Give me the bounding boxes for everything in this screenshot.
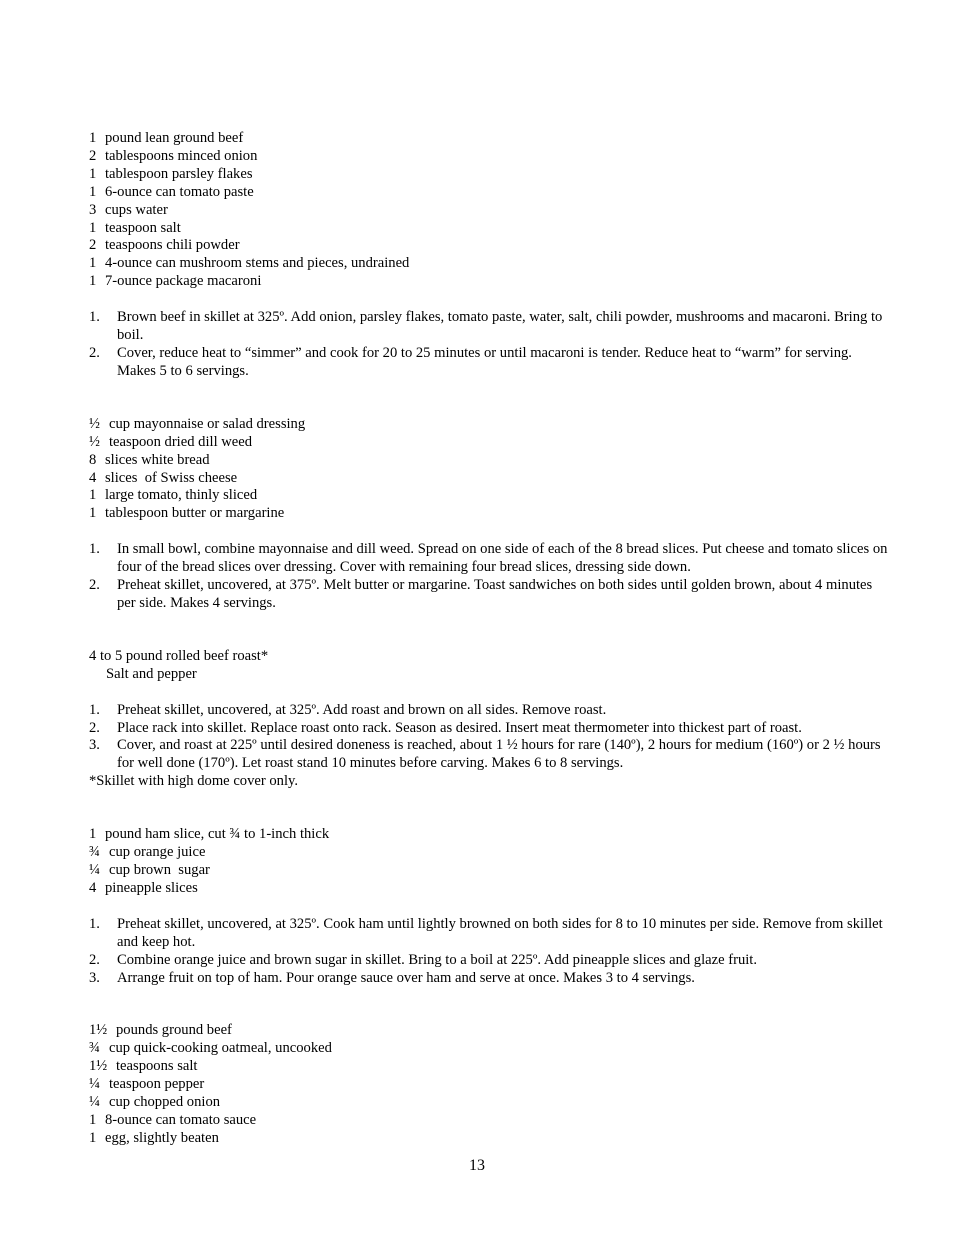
ingredient-line: ¾ cup orange juice (89, 844, 206, 861)
step-list (89, 309, 889, 381)
step: 2. Preheat skillet, uncovered, at 375º. Melt butter or margarine. Toast sandwiches on both sides until golden brown, about 4 minutes per side. Makes 4 servings. (89, 577, 873, 611)
recipe-5 (89, 1022, 889, 1147)
ingredient-list (89, 1022, 889, 1147)
step: 3. Cover, and roast at 225º until desired doneness is reached, about 1 ½ hours for rare (140º), 2 hours for medium (160º) or 2 ½ hours for well done (170º). Let roast stand 10 minutes before carving. Makes 6 to 8 servings. (89, 737, 881, 772)
ingredient-line: 1 7-ounce package macaroni (89, 273, 262, 290)
step: 2. Combine orange juice and brown sugar in skillet. Bring to a boil at 225º. Add pineapple slices and glaze fruit. (89, 951, 758, 968)
step-list (89, 541, 889, 613)
recipe-4 (89, 826, 889, 987)
ingredient-line: ¾ cup quick-cooking oatmeal, uncooked (89, 1040, 332, 1057)
step: 2. Place rack into skillet. Replace roast onto rack. Season as desired. Insert meat thermometer into thickest part of roast. (89, 719, 802, 736)
ingredient-line: 3 cups water (89, 201, 168, 218)
step: 1. In small bowl, combine mayonnaise and dill weed. Spread on one side of each of the 8 bread slices. Put cheese and tomato slices on four of the bread slices over dressing. Cover with remaining four bread slices, dressing side down. (89, 541, 888, 576)
ingredient-line: 1 pound ham slice, cut ¾ to 1-inch thick (89, 826, 330, 843)
ingredient-line: 2 teaspoons chili powder (89, 237, 240, 254)
recipe-page (89, 130, 889, 1148)
ingredient-line: 4 pineapple slices (89, 879, 198, 896)
ingredient-line: 8 slices white bread (89, 451, 210, 468)
ingredient-list (89, 130, 889, 291)
step: 3. Arrange fruit on top of ham. Pour orange sauce over ham and serve at once. Makes 3 to 4 servings. (89, 969, 695, 986)
ingredient-line: 1 large tomato, thinly sliced (89, 487, 258, 504)
ingredient-line: 4 to 5 pound rolled beef roast* (89, 647, 269, 664)
ingredient-line: ¼ cup brown sugar (89, 862, 210, 878)
ingredient-line: ¼ cup chopped onion (89, 1094, 221, 1111)
step: 2. Cover, reduce heat to “simmer” and cook for 20 to 25 minutes or until macaroni is tender. Reduce heat to “warm” for serving. Makes 5 to 6 servings. (89, 344, 852, 379)
step-list (89, 702, 889, 774)
ingredient-line: 4 slices of Swiss cheese (89, 469, 238, 486)
ingredient-line: ½ cup mayonnaise or salad dressing (89, 415, 306, 432)
ingredient-line: 1½ pounds ground beef (89, 1022, 232, 1039)
ingredient-line: 1 teaspoon salt (89, 219, 181, 236)
ingredient-line: 1 tablespoon butter or margarine (89, 505, 285, 522)
ingredient-list (89, 826, 889, 898)
ingredient-line: 1½ teaspoons salt (89, 1058, 198, 1075)
ingredient-line: 2 tablespoons minced onion (89, 147, 258, 164)
ingredient-line: ¼ teaspoon pepper (89, 1076, 205, 1093)
page-number: 13 (469, 1157, 485, 1174)
ingredient-line: 1 tablespoon parsley flakes (89, 165, 253, 182)
ingredient-list (89, 416, 889, 523)
ingredient-list (89, 648, 889, 684)
ingredient-line: 1 pound lean ground beef (89, 130, 244, 146)
ingredient-line: 1 6-ounce can tomato paste (89, 183, 254, 200)
recipe-1 (89, 130, 889, 381)
footnote: *Skillet with high dome cover only. (89, 773, 299, 790)
ingredient-line: Salt and pepper (106, 665, 197, 682)
recipe-2 (89, 416, 889, 613)
step-list (89, 916, 889, 988)
ingredient-line: 1 egg, slightly beaten (89, 1129, 219, 1146)
ingredient-line: ½ teaspoon dried dill weed (89, 433, 253, 450)
step: 1. Brown beef in skillet at 325º. Add onion, parsley flakes, tomato paste, water, salt, chili powder, mushrooms and macaroni. Bring to boil. (89, 309, 883, 344)
ingredient-line: 1 4-ounce can mushroom stems and pieces, undrained (89, 255, 410, 272)
step: 1. Preheat skillet, uncovered, at 325º. Cook ham until lightly browned on both sides for 8 to 10 minutes per side. Remove from skillet and keep hot. (89, 915, 883, 950)
recipe-3 (89, 648, 889, 791)
ingredient-line: 1 8-ounce can tomato sauce (89, 1111, 257, 1128)
step: 1. Preheat skillet, uncovered, at 325º. Add roast and brown on all sides. Remove roast. (89, 701, 607, 718)
